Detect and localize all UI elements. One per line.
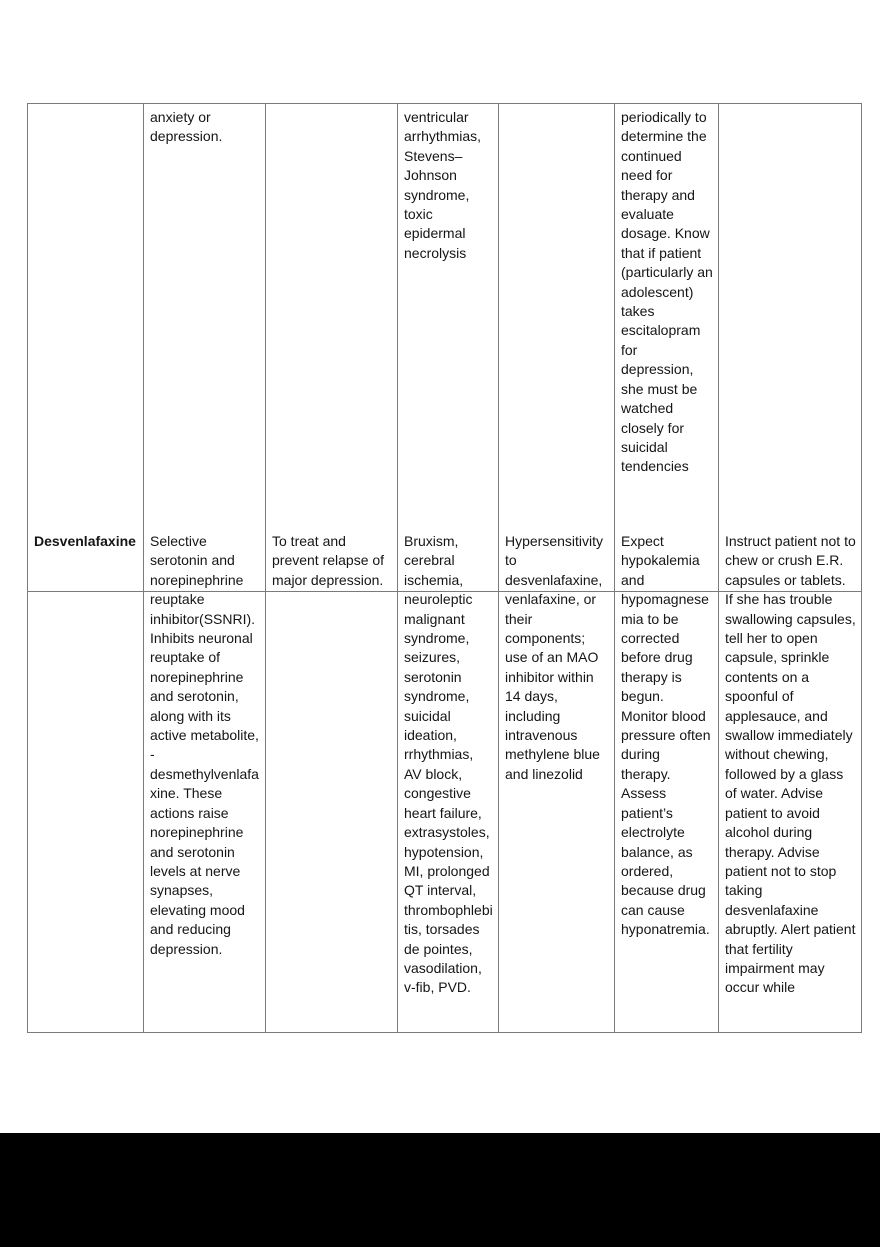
table-column-adverse-reactions bbox=[398, 104, 499, 1032]
cell-top-text: ventricular arrhythmias, Stevens–Johnson syndrome, toxic epidermal necrolysis bbox=[404, 109, 482, 261]
table-column-patient-teaching bbox=[719, 104, 862, 1032]
mechanism-text: Selective serotonin and norepinephrine reuptake inhibitor(SSNRI). Inhibits neuronal reuptake of norepinephrine and serotonin, along with its active metabolite, -desmethylvenlafaxine. These actions raise norepinephrine and serotonin levels at nerve synapses, elevating mood and reducing depression. bbox=[150, 533, 259, 957]
table-row-divider bbox=[28, 591, 861, 592]
table-column-drug-name bbox=[28, 104, 144, 1032]
table-column-nursing-considerations bbox=[615, 104, 719, 1032]
table-column-classification-mechanism bbox=[144, 104, 266, 1032]
cell-top-text: periodically to determine the continued need for therapy and evaluate dosage. Know that if patient (particularly an adolescent) takes escitalopram for depression, she must be watched closely for suicidal tendencies bbox=[621, 109, 713, 475]
drug-name-text: Desvenlafaxine bbox=[34, 533, 136, 549]
indication-text: To treat and prevent relapse of major depression. bbox=[272, 533, 385, 588]
table-column-indication bbox=[266, 104, 398, 1032]
contraindications-text: Hypersensitivity to desvenlafaxine, venlafaxine, or their components; use of an MAO inhibitor within 14 days, including intravenous methylene blue and linezolid bbox=[505, 533, 604, 782]
patient-teaching-text: Instruct patient not to chew or crush E.R. capsules or tablets. If she has trouble swallowing capsules, tell her to open capsule, sprinkle contents on a spoonful of applesauce, and swallow immediately without chewing, followed by a glass of water. Advise patient to avoid alcohol during therapy. Advise patient not to stop taking desvenlafaxine abruptly. Alert patient that fertility impairment may occur while bbox=[725, 533, 856, 996]
viewer-background-bottom bbox=[0, 1133, 880, 1247]
nursing-considerations-text: Expect hypokalemia and hypomagnesemia to be corrected before drug therapy is begun. Monitor blood pressure often during therapy. Assess patient’s electrolyte balance, as ordered, because drug can cause hyponatremia. bbox=[621, 533, 711, 938]
adverse-reactions-text: Bruxism, cerebral ischemia, neuroleptic malignant syndrome, seizures, serotonin syndrome, suicidal ideation, rrhythmias, AV block, congestive heart failure, extrasystoles, hypotension, MI, prolonged QT interval, thrombophlebitis, torsades de pointes, vasodilation, v-fib, PVD. bbox=[404, 533, 493, 996]
cell-top-text: anxiety or depression. bbox=[150, 109, 223, 145]
table-column-contraindications bbox=[499, 104, 615, 1032]
drug-information-table bbox=[27, 103, 862, 1033]
